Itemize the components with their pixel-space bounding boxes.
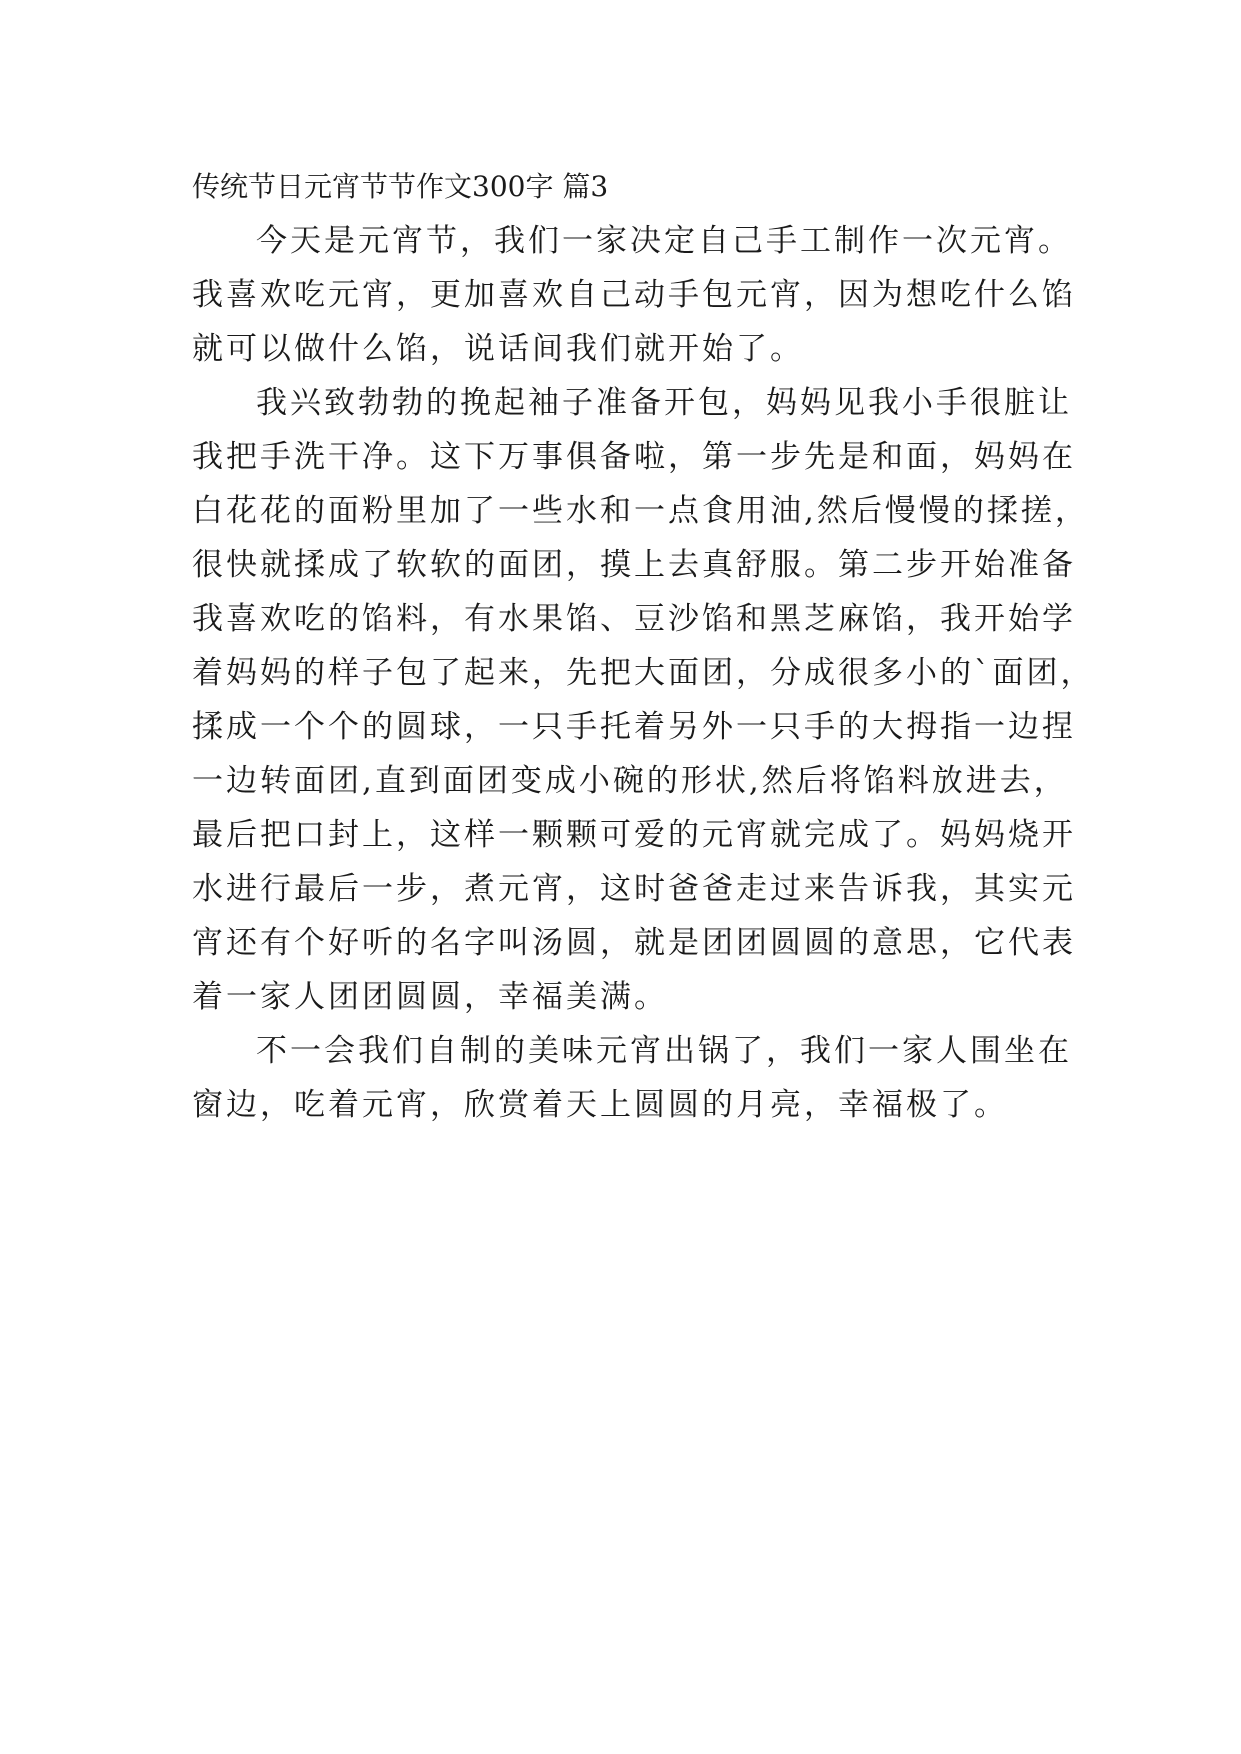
paragraph-2-line: 着一家人团团圆圆，幸福美满。 <box>192 979 668 1015</box>
paragraph-2 <box>192 376 1095 1024</box>
paragraph-2-line: 我喜欢吃的馅料，有水果馅、豆沙馅和黑芝麻馅，我开始学 <box>192 601 1076 637</box>
document-page <box>192 160 1095 1132</box>
paragraph-2-line: 水进行最后一步，煮元宵，这时爸爸走过来告诉我，其实元 <box>192 871 1076 907</box>
paragraph-2-line: 白花花的面粉里加了一些水和一点食用油,然后慢慢的揉搓， <box>192 493 1089 529</box>
paragraph-2-line: 着妈妈的样子包了起来，先把大面团，分成很多小的`面团， <box>192 655 1095 691</box>
paragraph-2-line: 我兴致勃勃的挽起袖子准备开包，妈妈见我小手很脏让 <box>256 385 1072 421</box>
paragraph-3-line: 窗边，吃着元宵，欣赏着天上圆圆的月亮，幸福极了。 <box>192 1087 1008 1123</box>
document-title: 传统节日元宵节节作文300字 篇3 <box>192 170 609 203</box>
paragraph-2-line: 最后把口封上，这样一颗颗可爱的元宵就完成了。妈妈烧开 <box>192 817 1076 853</box>
paragraph-1-line: 今天是元宵节，我们一家决定自己手工制作一次元宵。 <box>256 223 1072 259</box>
paragraph-2-line: 很快就揉成了软软的面团，摸上去真舒服。第二步开始准备 <box>192 547 1076 583</box>
paragraph-1-line: 就可以做什么馅，说话间我们就开始了。 <box>192 331 804 367</box>
paragraph-2-line: 一边转面团,直到面团变成小碗的形状,然后将馅料放进去， <box>192 763 1068 799</box>
paragraph-1-line: 我喜欢吃元宵，更加喜欢自己动手包元宵，因为想吃什么馅 <box>192 277 1076 313</box>
paragraph-2-line: 揉成一个个的圆球，一只手托着另外一只手的大拇指一边捏 <box>192 709 1076 745</box>
paragraph-2-line: 宵还有个好听的名字叫汤圆，就是团团圆圆的意思，它代表 <box>192 925 1076 961</box>
paragraph-3 <box>192 1024 1072 1132</box>
paragraph-1 <box>192 214 1076 376</box>
paragraph-3-line: 不一会我们自制的美味元宵出锅了，我们一家人围坐在 <box>256 1033 1072 1069</box>
paragraph-2-line: 我把手洗干净。这下万事俱备啦，第一步先是和面，妈妈在 <box>192 439 1076 475</box>
